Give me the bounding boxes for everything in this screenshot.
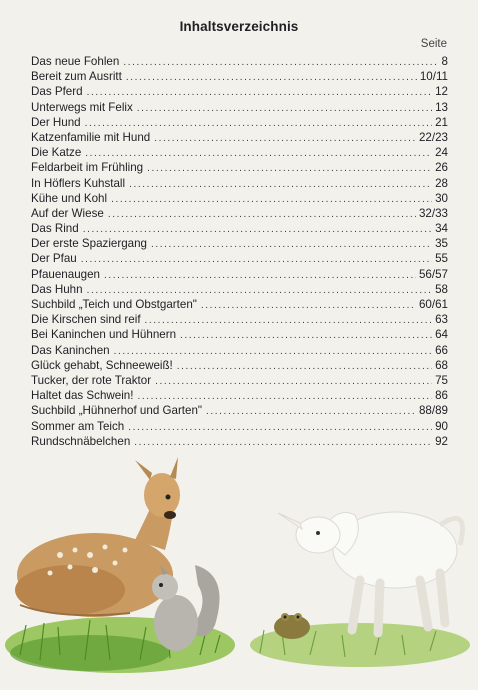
toc-dot-leader [137, 101, 432, 116]
toc-entry-title: Auf der Wiese [31, 206, 104, 220]
toc-entry-page: 75 [435, 373, 448, 387]
toc-entry-page: 56/57 [418, 267, 448, 281]
toc-dot-leader [129, 177, 432, 192]
toc-entry-title: Haltet das Schwein! [31, 389, 134, 403]
toc-dot-leader [145, 313, 433, 328]
toc-entry-title: Bereit zum Ausritt [31, 70, 122, 84]
toc-entry-title: Feldarbeit im Frühling [31, 161, 144, 175]
toc-dot-leader [151, 237, 432, 252]
toc-entry [31, 206, 448, 221]
toc-entry [31, 388, 448, 403]
toc-entry [31, 312, 448, 327]
toc-entry-title: Suchbild „Teich und Obstgarten" [31, 298, 197, 311]
toc-entry-page: 55 [435, 252, 448, 266]
toc-entry [31, 267, 448, 282]
toc-entry-title: Suchbild „Hühnerhof und Garten" [31, 404, 203, 418]
toc-entry-page: 35 [435, 237, 448, 251]
toc-entry-title: Katzenfamilie mit Hund [31, 130, 151, 144]
toc-entry [31, 282, 448, 297]
toc-entry-page: 60/61 [418, 298, 448, 311]
toc-entry [31, 100, 448, 115]
toc-entry-page: 58 [435, 282, 448, 296]
toc-entry-title: Das Huhn [31, 282, 83, 296]
toc-entry-title: Das neue Fohlen [31, 55, 120, 68]
frog [274, 613, 310, 639]
toc-entry-page: 66 [435, 343, 448, 357]
toc-entry-title: Die Kirschen sind reif [31, 313, 141, 327]
toc-entry-title: Sommer am Teich [31, 419, 125, 433]
toc-entry-title: Glück gehabt, Schneeweiß! [31, 358, 173, 372]
toc-entry-title: Bei Kaninchen und Hühnern [31, 328, 177, 342]
toc-entry-page: 30 [435, 191, 448, 205]
toc-entry [31, 69, 448, 84]
toc-dot-leader [111, 192, 432, 207]
white-kid-goat [278, 512, 463, 633]
toc-dot-leader [154, 131, 416, 146]
toc-entry [31, 358, 448, 373]
toc-entry [31, 115, 448, 130]
toc-entry-page: 63 [435, 313, 448, 327]
toc-entry-page: 26 [435, 161, 448, 175]
toc-entry [31, 191, 448, 206]
toc-entry-page: 24 [435, 146, 448, 160]
page-title: Inhaltsverzeichnis [179, 19, 299, 34]
toc-entry [31, 343, 448, 358]
toc-entry-page: 28 [435, 176, 448, 190]
toc-entry-title: Unterwegs mit Felix [31, 100, 133, 114]
toc-entry [31, 373, 448, 388]
toc-entry-title: Das Kaninchen [31, 343, 110, 357]
toc-dot-leader [85, 146, 432, 161]
toc-entry-page: 34 [435, 222, 448, 236]
toc-entry-title: Kühe und Kohl [31, 191, 108, 205]
toc-dot-leader [87, 85, 433, 100]
toc-entry [31, 236, 448, 251]
toc-entry-title: Pfauenaugen [31, 267, 100, 281]
toc-entry [31, 145, 448, 160]
toc-entry-title: Die Katze [31, 146, 82, 160]
toc-entry-title: Rundschnäbelchen [31, 434, 131, 448]
toc-entry-page: 88/89 [418, 404, 448, 418]
toc-entry-page: 92 [435, 434, 448, 448]
toc-dot-leader [104, 268, 416, 283]
toc-entry [31, 297, 448, 312]
toc-dot-leader [123, 55, 438, 70]
toc-dot-leader [85, 116, 432, 131]
toc-dot-leader [108, 207, 416, 222]
toc-entry [31, 403, 448, 418]
toc-dot-leader [128, 420, 432, 435]
toc-dot-leader [147, 161, 432, 176]
toc-entry [31, 160, 448, 175]
toc-entry-page: 10/11 [419, 70, 448, 84]
toc-entry [31, 419, 448, 434]
toc-entry-title: Der Pfau [31, 252, 77, 266]
toc-entry [31, 221, 448, 236]
toc-entry-title: Der erste Spaziergang [31, 237, 147, 251]
toc-entry-page: 13 [435, 100, 448, 114]
toc-dot-leader [155, 374, 432, 389]
toc-dot-leader [137, 389, 432, 404]
toc-entry [31, 54, 448, 69]
toc-dot-leader [177, 359, 432, 374]
page-column-header: Seite [420, 38, 447, 50]
toc-dot-leader [87, 283, 433, 298]
toc-dot-leader [180, 328, 432, 343]
toc-entry-title: Das Pferd [31, 85, 83, 99]
toc-entry-page: 21 [435, 115, 448, 129]
toc-dot-leader [206, 404, 416, 419]
toc-entry-page: 86 [435, 389, 448, 403]
toc-entry-title: In Höflers Kuhstall [31, 176, 126, 190]
toc-entry-page: 12 [435, 85, 448, 99]
toc-entry-title: Das Rind [31, 222, 79, 236]
toc-dot-leader [114, 344, 432, 359]
toc-dot-leader [81, 252, 432, 267]
toc-entry-page: 90 [435, 419, 448, 433]
toc-entry [31, 84, 448, 99]
toc-entry-title: Der Hund [31, 115, 81, 129]
toc-entry [31, 327, 448, 342]
animal-illustration [0, 455, 478, 690]
toc-entry [31, 251, 448, 266]
toc-dot-leader [83, 222, 432, 237]
toc-entry-page: 32/33 [418, 206, 448, 220]
toc-dot-leader [134, 435, 432, 450]
toc-entry-page: 64 [435, 328, 448, 342]
toc-entry-page: 68 [435, 358, 448, 372]
toc-entry-page: 8 [441, 55, 448, 68]
toc-entry-page: 22/23 [418, 130, 448, 144]
toc-entry [31, 130, 448, 145]
toc-entry [31, 176, 448, 191]
toc-dot-leader [126, 70, 417, 85]
table-of-contents [31, 54, 448, 449]
toc-dot-leader [201, 298, 416, 313]
toc-entry-title: Tucker, der rote Traktor [31, 373, 152, 387]
toc-entry [31, 434, 448, 449]
